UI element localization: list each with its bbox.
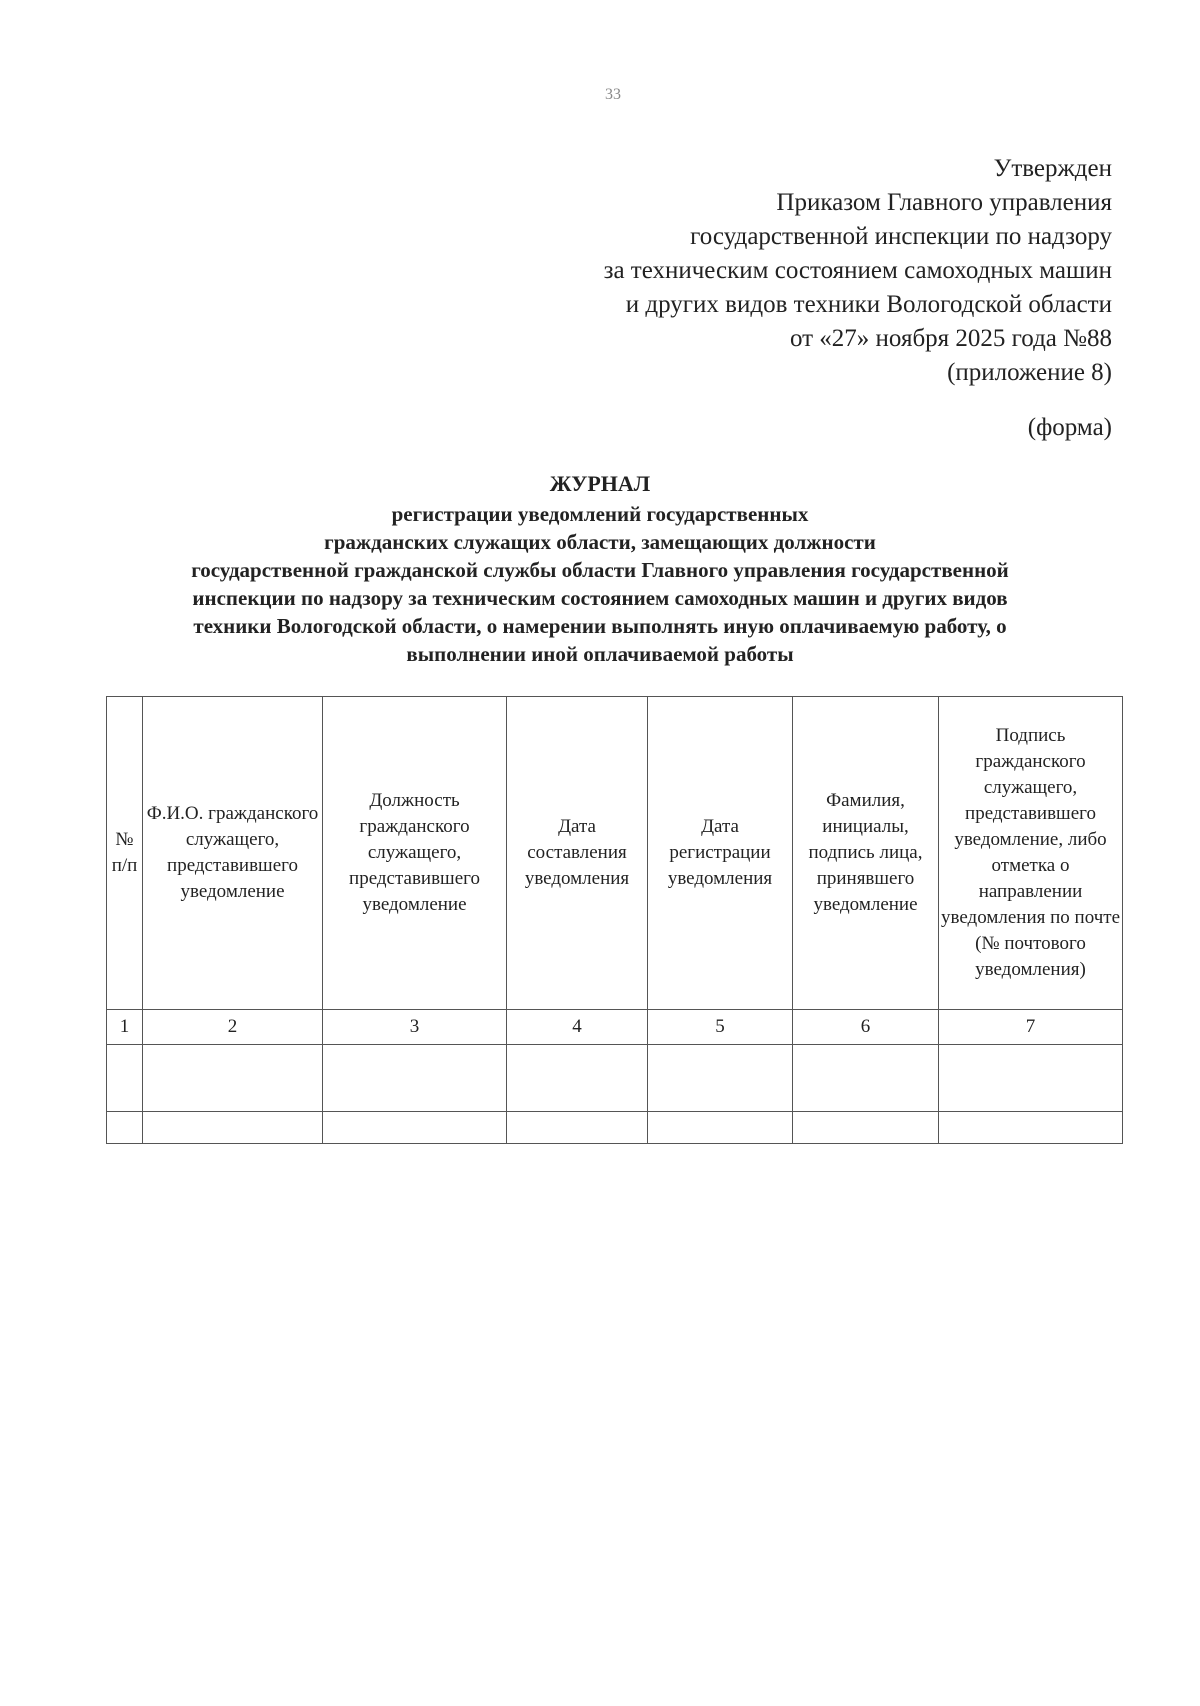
journal-table [106,696,1123,1144]
empty-cell [648,1045,793,1112]
header-cell-receiver: Фамилия, инициалы, подпись лица, принявшего уведомление [793,697,939,1010]
title-line: регистрации уведомлений государственных [391,502,809,526]
header-cell-position: Должность гражданского служащего, представившего уведомление [323,697,507,1010]
empty-cell [793,1112,939,1144]
document-title [60,470,1140,668]
header-cell-fio: Ф.И.О. гражданского служащего, представившего уведомление [143,697,323,1010]
header-cell-number: № п/п [107,697,143,1010]
page-number: 33 [605,86,621,103]
column-number-cell: 7 [939,1010,1123,1045]
empty-cell [507,1045,648,1112]
approval-line: государственной инспекции по надзору [690,223,1112,250]
title-line: государственной гражданской службы области Главного управления государственной [191,558,1009,582]
column-number-cell: 3 [323,1010,507,1045]
column-number-row [107,1010,1123,1045]
column-number-cell: 1 [107,1010,143,1045]
empty-cell [507,1112,648,1144]
table-row [107,1045,1123,1112]
title-line: техники Вологодской области, о намерении выполнять иную оплачиваемую работу, о [193,614,1007,638]
table-row [107,1112,1123,1144]
approval-line: от «27» ноября 2025 года №88 [789,325,1112,352]
empty-cell [323,1112,507,1144]
form-label: (форма) [1027,414,1112,441]
approval-line: и других видов техники Вологодской области [625,291,1112,318]
empty-cell [323,1045,507,1112]
empty-cell [648,1112,793,1144]
approval-line: Утвержден [993,155,1112,182]
title-line: гражданских служащих области, замещающих должности [324,530,876,554]
column-number-cell: 4 [507,1010,648,1045]
column-number-cell: 2 [143,1010,323,1045]
empty-cell [107,1045,143,1112]
column-number-cell: 5 [648,1010,793,1045]
header-cell-registration-date: Дата регистрации уведомления [648,697,793,1010]
empty-cell [793,1045,939,1112]
approval-line: за техническим состоянием самоходных машин [603,257,1112,284]
empty-cell [143,1112,323,1144]
approval-line: (приложение 8) [947,359,1112,386]
approval-block [352,152,1112,390]
table-header-row [107,697,1123,1010]
approval-line: Приказом Главного управления [776,189,1112,216]
title-main: ЖУРНАЛ [549,471,651,496]
empty-cell [939,1112,1123,1144]
header-cell-compose-date: Дата составления уведомления [507,697,648,1010]
header-cell-signature: Подпись гражданского служащего, представившего уведомление, либо отметка о направлении уведомления по почте (№ почтового уведомления) [939,697,1123,1010]
title-line: инспекции по надзору за техническим состоянием самоходных машин и других видов [192,586,1008,610]
title-line: выполнении иной оплачиваемой работы [406,642,794,666]
empty-cell [107,1112,143,1144]
column-number-cell: 6 [793,1010,939,1045]
empty-cell [143,1045,323,1112]
empty-cell [939,1045,1123,1112]
